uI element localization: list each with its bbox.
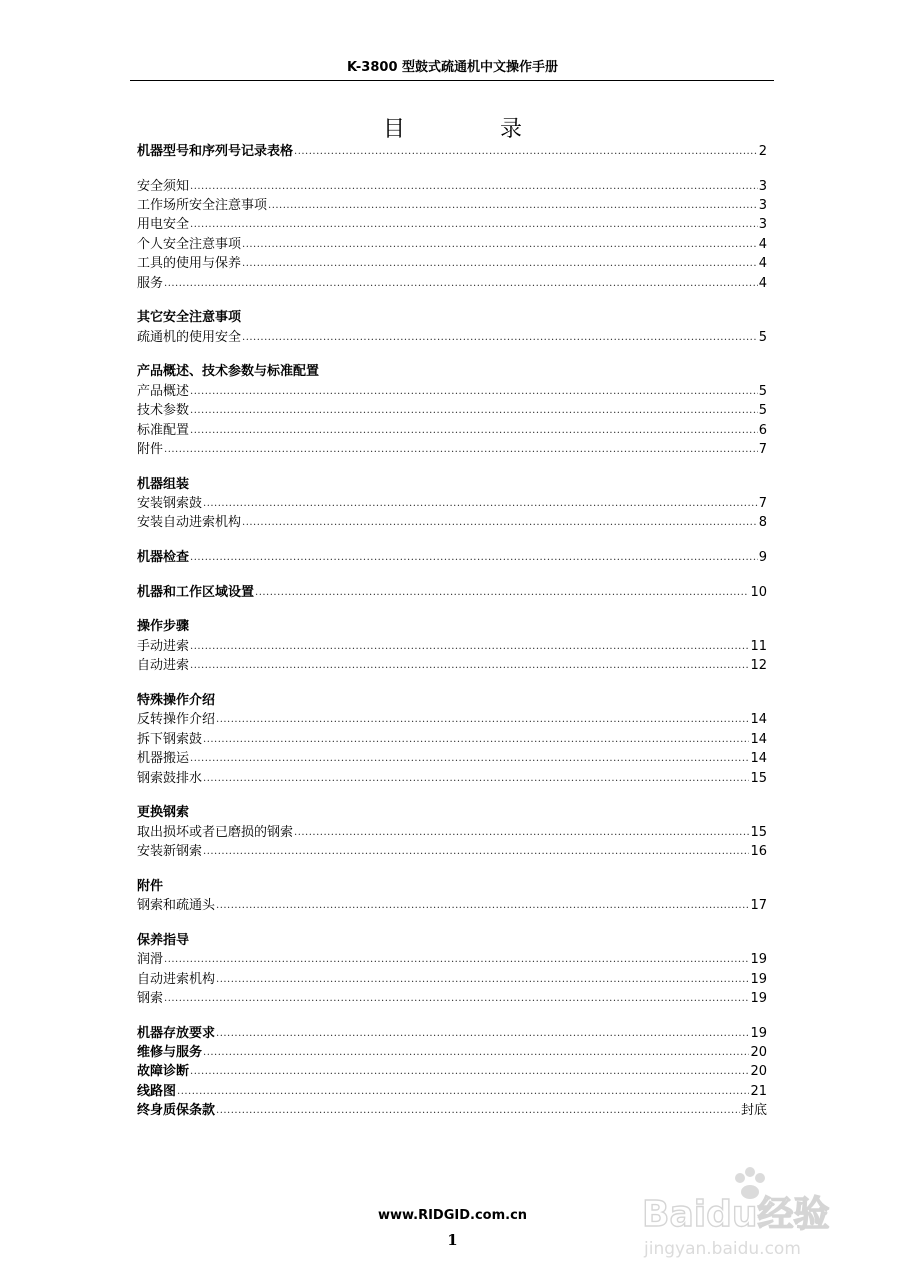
toc-group (137, 583, 767, 602)
toc-entry-label: 维修与服务 (137, 1045, 203, 1060)
toc-entry-label: 安装新钢索 (137, 843, 203, 859)
toc-entry-label: 附件 (137, 878, 164, 894)
dot-leader (190, 421, 758, 440)
toc-entry-page: 10 (750, 584, 767, 600)
toc-entry-page: 9 (758, 550, 767, 566)
toc-entry-page: 4 (758, 275, 767, 291)
dot-leader (164, 440, 758, 459)
toc-entry-page: 8 (758, 515, 767, 531)
table-of-contents (137, 142, 767, 1136)
toc-entry[interactable] (137, 877, 767, 896)
toc-entry-label: 手动进索 (137, 638, 190, 654)
toc-group (137, 691, 767, 788)
toc-entry-page: 封底 (740, 1103, 767, 1119)
toc-entry-label: 操作步骤 (137, 619, 190, 635)
toc-entry-page: 7 (758, 496, 767, 512)
toc-group (137, 362, 767, 459)
toc-group (137, 177, 767, 293)
toc-entry[interactable] (137, 254, 767, 273)
dot-leader (190, 177, 758, 196)
toc-entry-label: 用电安全 (137, 217, 190, 233)
toc-entry-label: 服务 (137, 275, 164, 291)
dot-leader (294, 823, 749, 842)
dot-leader (190, 637, 749, 656)
dot-leader (203, 1043, 749, 1062)
dot-leader (216, 1024, 749, 1043)
dot-leader (190, 656, 749, 675)
toc-entry-page: 15 (750, 770, 767, 786)
toc-entry[interactable] (137, 1024, 767, 1043)
toc-entry[interactable] (137, 656, 767, 675)
toc-group (137, 308, 767, 347)
toc-entry[interactable] (137, 215, 767, 234)
dot-leader (203, 769, 749, 788)
toc-entry-label: 技术参数 (137, 403, 190, 419)
toc-entry[interactable] (137, 950, 767, 969)
toc-entry[interactable] (137, 823, 767, 842)
dot-leader (216, 710, 749, 729)
toc-entry-label: 机器检查 (137, 550, 190, 566)
toc-entry[interactable] (137, 548, 767, 567)
toc-entry[interactable] (137, 769, 767, 788)
toc-entry-page: 19 (750, 971, 767, 987)
dot-leader (242, 328, 758, 347)
toc-entry-label: 反转操作介绍 (137, 712, 216, 728)
dot-leader (216, 1101, 740, 1120)
toc-entry-page: 21 (750, 1083, 767, 1099)
toc-entry-label: 机器和工作区域设置 (137, 584, 255, 600)
toc-entry-label: 钢索鼓排水 (137, 770, 203, 786)
page-title: 目 录 (383, 117, 566, 142)
toc-entry-label: 标准配置 (137, 422, 190, 438)
toc-entry[interactable] (137, 362, 767, 381)
page-number: 1 (447, 1231, 458, 1249)
toc-entry[interactable] (137, 308, 767, 327)
toc-entry-label: 拆下钢索鼓 (137, 731, 203, 747)
toc-group (137, 803, 767, 861)
toc-entry-page: 6 (758, 422, 767, 438)
toc-group (137, 877, 767, 916)
toc-entry-label: 产品概述 (137, 383, 190, 399)
toc-entry-page: 17 (750, 898, 767, 914)
toc-entry[interactable] (137, 1082, 767, 1101)
header-rule (130, 80, 774, 81)
toc-entry-label: 线路图 (137, 1083, 177, 1099)
toc-entry[interactable] (137, 710, 767, 729)
toc-entry-page: 11 (750, 638, 767, 654)
dot-leader (203, 842, 749, 861)
toc-group (137, 618, 767, 676)
toc-entry[interactable] (137, 475, 767, 494)
toc-entry-page: 4 (758, 256, 767, 272)
toc-entry[interactable] (137, 583, 767, 602)
toc-entry[interactable] (137, 382, 767, 401)
toc-entry[interactable] (137, 691, 767, 710)
toc-entry-page: 3 (758, 217, 767, 233)
toc-entry-page: 5 (758, 329, 767, 345)
toc-entry-label: 其它安全注意事项 (137, 310, 242, 326)
toc-entry-label: 安全须知 (137, 178, 190, 194)
dot-leader (164, 274, 758, 293)
watermark-brand: Baidu经验 (642, 1194, 830, 1235)
toc-entry-label: 产品概述、技术参数与标准配置 (137, 364, 320, 380)
toc-entry-page: 3 (758, 198, 767, 214)
dot-leader (164, 950, 749, 969)
dot-leader (203, 494, 758, 513)
toc-entry-page: 3 (758, 178, 767, 194)
toc-entry[interactable] (137, 1043, 767, 1062)
toc-entry[interactable] (137, 730, 767, 749)
toc-entry[interactable] (137, 842, 767, 861)
footer-url: www.RIDGID.com.cn (377, 1208, 528, 1223)
toc-entry-label: 钢索和疏通头 (137, 898, 216, 914)
toc-group (137, 931, 767, 1009)
toc-entry-page: 16 (750, 843, 767, 859)
toc-entry-page: 2 (758, 143, 767, 159)
dot-leader (190, 1062, 749, 1081)
toc-entry-page: 20 (750, 1045, 767, 1060)
toc-entry[interactable] (137, 989, 767, 1008)
toc-entry-page: 15 (750, 824, 767, 840)
dot-leader (190, 749, 749, 768)
toc-entry-label: 自动进索 (137, 658, 190, 674)
dot-leader (268, 196, 758, 215)
dot-leader (190, 548, 758, 567)
toc-entry-label: 工作场所安全注意事项 (137, 198, 268, 214)
toc-entry[interactable] (137, 1101, 767, 1120)
toc-entry[interactable] (137, 803, 767, 822)
dot-leader (177, 1082, 749, 1101)
dot-leader (242, 254, 758, 273)
dot-leader (294, 142, 758, 161)
dot-leader (216, 970, 749, 989)
toc-entry-label: 工具的使用与保养 (137, 256, 242, 272)
dot-leader (190, 215, 758, 234)
dot-leader (255, 583, 749, 602)
toc-group (137, 142, 767, 161)
toc-entry[interactable] (137, 235, 767, 254)
toc-entry-label: 附件 (137, 441, 164, 457)
dot-leader (242, 513, 758, 532)
toc-entry-label: 安装自动进索机构 (137, 515, 242, 531)
dot-leader (190, 401, 758, 420)
toc-entry[interactable] (137, 328, 767, 347)
toc-entry-label: 取出损坏或者已磨损的钢索 (137, 824, 294, 840)
toc-entry[interactable] (137, 637, 767, 656)
dot-leader (242, 235, 758, 254)
dot-leader (190, 382, 758, 401)
toc-entry-page: 4 (758, 236, 767, 252)
toc-entry[interactable] (137, 1062, 767, 1081)
dot-leader (216, 896, 749, 915)
toc-entry-label: 特殊操作介绍 (137, 692, 216, 708)
toc-entry-page: 19 (750, 1025, 767, 1041)
toc-entry-label: 自动进索机构 (137, 971, 216, 987)
toc-entry-page: 7 (758, 441, 767, 457)
toc-entry-page: 14 (750, 712, 767, 728)
toc-entry[interactable] (137, 749, 767, 768)
toc-entry-page: 20 (750, 1064, 767, 1080)
toc-entry-label: 机器搬运 (137, 751, 190, 767)
toc-group (137, 475, 767, 533)
toc-entry-label: 机器存放要求 (137, 1025, 216, 1041)
toc-entry-page: 5 (758, 383, 767, 399)
toc-entry[interactable] (137, 931, 767, 950)
toc-entry-label: 疏通机的使用安全 (137, 329, 242, 345)
toc-entry-label: 终身质保条款 (137, 1103, 216, 1119)
watermark-site: jingyan.baidu.com (644, 1239, 801, 1259)
toc-entry[interactable] (137, 196, 767, 215)
toc-entry-label: 故障诊断 (137, 1064, 190, 1080)
toc-entry[interactable] (137, 177, 767, 196)
toc-group (137, 548, 767, 567)
toc-entry-label: 机器型号和序列号记录表格 (137, 143, 294, 159)
dot-leader (203, 730, 749, 749)
toc-entry[interactable] (137, 274, 767, 293)
toc-entry-label: 机器组装 (137, 476, 190, 492)
toc-entry-label: 安装钢索鼓 (137, 496, 203, 512)
toc-entry-page: 5 (758, 403, 767, 419)
toc-entry-page: 19 (750, 990, 767, 1006)
toc-entry[interactable] (137, 513, 767, 532)
toc-entry-page: 19 (750, 952, 767, 968)
toc-entry[interactable] (137, 401, 767, 420)
dot-leader (164, 989, 749, 1008)
toc-entry[interactable] (137, 618, 767, 637)
toc-entry-page: 12 (750, 658, 767, 674)
toc-group (137, 1024, 767, 1121)
toc-entry[interactable] (137, 142, 767, 161)
document-header-title: K-3800 型鼓式疏通机中文操作手册 (346, 60, 559, 75)
toc-entry[interactable] (137, 440, 767, 459)
toc-entry-page: 14 (750, 731, 767, 747)
toc-entry-label: 钢索 (137, 990, 164, 1006)
toc-entry[interactable] (137, 896, 767, 915)
toc-entry-label: 更换钢索 (137, 805, 190, 821)
toc-entry-label: 个人安全注意事项 (137, 236, 242, 252)
toc-entry[interactable] (137, 970, 767, 989)
toc-entry-label: 润滑 (137, 952, 164, 968)
toc-entry-page: 14 (750, 751, 767, 767)
toc-entry[interactable] (137, 494, 767, 513)
toc-entry[interactable] (137, 421, 767, 440)
toc-entry-label: 保养指导 (137, 932, 190, 948)
